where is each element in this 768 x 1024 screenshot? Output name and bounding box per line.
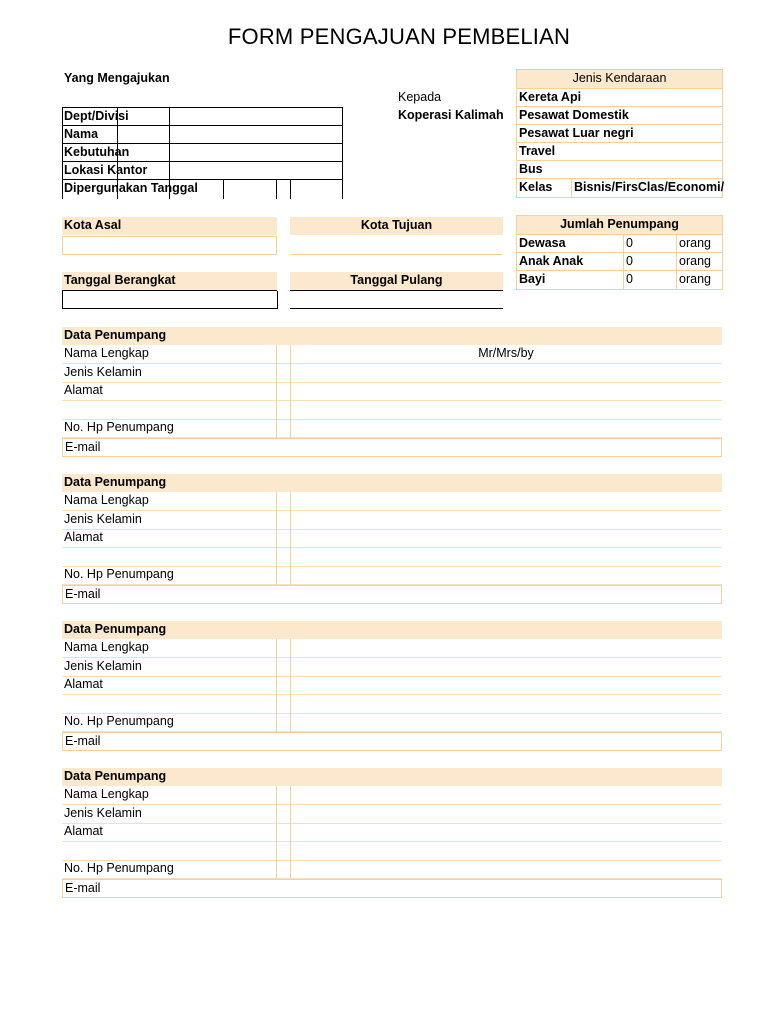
passenger-heading [62, 327, 722, 345]
vehicle-class-value: Bisnis/FirsClas/Economi/ [574, 180, 725, 194]
passenger-name-row[interactable] [62, 639, 722, 658]
vehicle-option-luar-negri[interactable] [516, 124, 723, 143]
passenger-address-row-2[interactable] [62, 548, 722, 567]
origin-input[interactable] [62, 236, 277, 255]
field-kebutuhan[interactable] [62, 143, 343, 162]
passenger-gender-label: Jenis Kelamin [64, 365, 142, 379]
passenger-address-row-2[interactable] [62, 401, 722, 420]
passenger-gender-row[interactable] [62, 511, 722, 530]
field-tanggal[interactable] [62, 179, 343, 198]
table-divider [117, 107, 118, 199]
count-row-value[interactable]: 0 [626, 272, 633, 286]
destination-label: Kota Tujuan [360, 218, 433, 232]
count-row-unit: orang [679, 272, 711, 286]
passenger-name-label: Nama Lengkap [64, 493, 149, 507]
passenger-address-row[interactable] [62, 382, 722, 401]
vehicle-option-label: Pesawat Luar negri [519, 126, 634, 140]
field-nama-label: Nama [64, 127, 99, 141]
applicant-table [62, 107, 343, 199]
count-row-unit: orang [679, 236, 711, 250]
passenger-email-field[interactable] [62, 879, 722, 898]
vehicle-class-row[interactable] [516, 178, 723, 198]
passenger-gender-row[interactable] [62, 658, 722, 677]
origin-header [62, 217, 277, 235]
passenger-phone-label: No. Hp Penumpang [64, 861, 174, 875]
table-border-left [62, 107, 63, 199]
passenger-address-row-2[interactable] [62, 695, 722, 714]
table-divider [169, 107, 170, 199]
passenger-email-label: E-mail [65, 881, 101, 895]
field-nama[interactable] [62, 125, 343, 144]
field-dept[interactable] [62, 107, 343, 126]
count-row-value[interactable]: 0 [626, 254, 633, 268]
column-divider [276, 786, 277, 879]
passenger-name-row[interactable] [62, 492, 722, 511]
table-divider [276, 179, 277, 199]
passenger-email-field[interactable] [62, 732, 722, 751]
class-divider [571, 179, 572, 197]
field-tanggal-label: Dipergunakan Tanggal [64, 181, 198, 195]
passenger-address-row[interactable] [62, 676, 722, 695]
count-row-label: Anak Anak [519, 254, 584, 268]
passenger-phone-label: No. Hp Penumpang [64, 567, 174, 581]
return-header [290, 272, 503, 291]
vehicle-class-label: Kelas [519, 180, 553, 194]
passenger-phone-row[interactable] [62, 860, 722, 879]
passenger-heading [62, 768, 722, 786]
passenger-name-row[interactable] [62, 345, 722, 364]
passenger-email-label: E-mail [65, 587, 101, 601]
vehicle-option-label: Bus [519, 162, 543, 176]
count-row-bayi[interactable] [516, 270, 723, 290]
vehicle-option-label: Travel [519, 144, 556, 158]
passenger-address-label: Alamat [64, 530, 103, 544]
passenger-heading-label: Data Penumpang [64, 475, 167, 489]
passenger-address-row-2[interactable] [62, 842, 722, 861]
passenger-address-row[interactable] [62, 529, 722, 548]
column-divider [276, 492, 277, 585]
passenger-gender-label: Jenis Kelamin [64, 659, 142, 673]
passenger-phone-row[interactable] [62, 566, 722, 585]
vehicle-option-travel[interactable] [516, 142, 723, 161]
count-row-label: Dewasa [519, 236, 566, 250]
count-header-label: Jumlah Penumpang [560, 217, 679, 231]
return-input[interactable] [290, 291, 503, 309]
passenger-name-label: Nama Lengkap [64, 346, 149, 360]
column-divider [276, 639, 277, 732]
column-divider [276, 345, 277, 438]
passenger-address-row[interactable] [62, 823, 722, 842]
passenger-heading-label: Data Penumpang [64, 328, 167, 342]
count-divider [676, 234, 677, 289]
field-lokasi-label: Lokasi Kantor [64, 163, 148, 177]
passenger-address-label: Alamat [64, 677, 103, 691]
passenger-phone-label: No. Hp Penumpang [64, 420, 174, 434]
passenger-email-label: E-mail [65, 440, 101, 454]
passenger-gender-label: Jenis Kelamin [64, 512, 142, 526]
vehicle-option-label: Kereta Api [519, 90, 582, 104]
table-border-right [342, 107, 343, 199]
passenger-phone-label: No. Hp Penumpang [64, 714, 174, 728]
passenger-email-field[interactable] [62, 438, 722, 457]
passenger-phone-row[interactable] [62, 419, 722, 438]
passenger-name-row[interactable] [62, 786, 722, 805]
passenger-heading-label: Data Penumpang [64, 622, 167, 636]
recipient-value: Koperasi Kalimah [398, 108, 504, 122]
destination-input[interactable] [290, 236, 503, 255]
passenger-phone-row[interactable] [62, 713, 722, 732]
vehicle-option-bus[interactable] [516, 160, 723, 179]
field-lokasi[interactable] [62, 161, 343, 180]
count-row-value[interactable]: 0 [626, 236, 633, 250]
return-label: Tanggal Pulang [350, 273, 443, 287]
table-divider [223, 179, 224, 199]
passenger-name-hint: Mr/Mrs/by [478, 346, 534, 360]
vehicle-option-kereta[interactable] [516, 88, 723, 107]
passenger-address-label: Alamat [64, 824, 103, 838]
column-divider [290, 786, 291, 879]
page-title: FORM PENGAJUAN PEMBELIAN [227, 24, 571, 49]
recipient-label: Kepada [398, 90, 442, 104]
column-divider [290, 492, 291, 585]
depart-header [62, 272, 277, 291]
field-kebutuhan-label: Kebutuhan [64, 145, 130, 159]
vehicle-option-domestik[interactable] [516, 106, 723, 125]
count-divider [623, 234, 624, 289]
depart-label: Tanggal Berangkat [64, 273, 176, 287]
origin-label: Kota Asal [64, 218, 122, 232]
destination-header [290, 217, 503, 235]
passenger-gender-row[interactable] [62, 805, 722, 824]
count-row-unit: orang [679, 254, 711, 268]
vehicle-header-label: Jenis Kendaraan [572, 71, 667, 85]
table-divider [290, 179, 291, 199]
passenger-email-label: E-mail [65, 734, 101, 748]
count-row-dewasa[interactable] [516, 234, 723, 253]
passenger-name-label: Nama Lengkap [64, 640, 149, 654]
vehicle-header [516, 69, 723, 88]
depart-input[interactable] [62, 291, 278, 309]
passenger-heading [62, 621, 722, 639]
passenger-email-field[interactable] [62, 585, 722, 604]
field-dept-label: Dept/Divisi [64, 109, 129, 123]
passenger-heading [62, 474, 722, 492]
count-row-label: Bayi [519, 272, 546, 286]
passenger-gender-row[interactable] [62, 364, 722, 383]
applicant-heading: Yang Mengajukan [64, 71, 170, 85]
passenger-name-label: Nama Lengkap [64, 787, 149, 801]
passenger-gender-label: Jenis Kelamin [64, 806, 142, 820]
column-divider [290, 639, 291, 732]
count-header [516, 215, 723, 234]
vehicle-option-label: Pesawat Domestik [519, 108, 629, 122]
column-divider [290, 345, 291, 438]
count-row-anak[interactable] [516, 252, 723, 271]
passenger-address-label: Alamat [64, 383, 103, 397]
passenger-heading-label: Data Penumpang [64, 769, 167, 783]
